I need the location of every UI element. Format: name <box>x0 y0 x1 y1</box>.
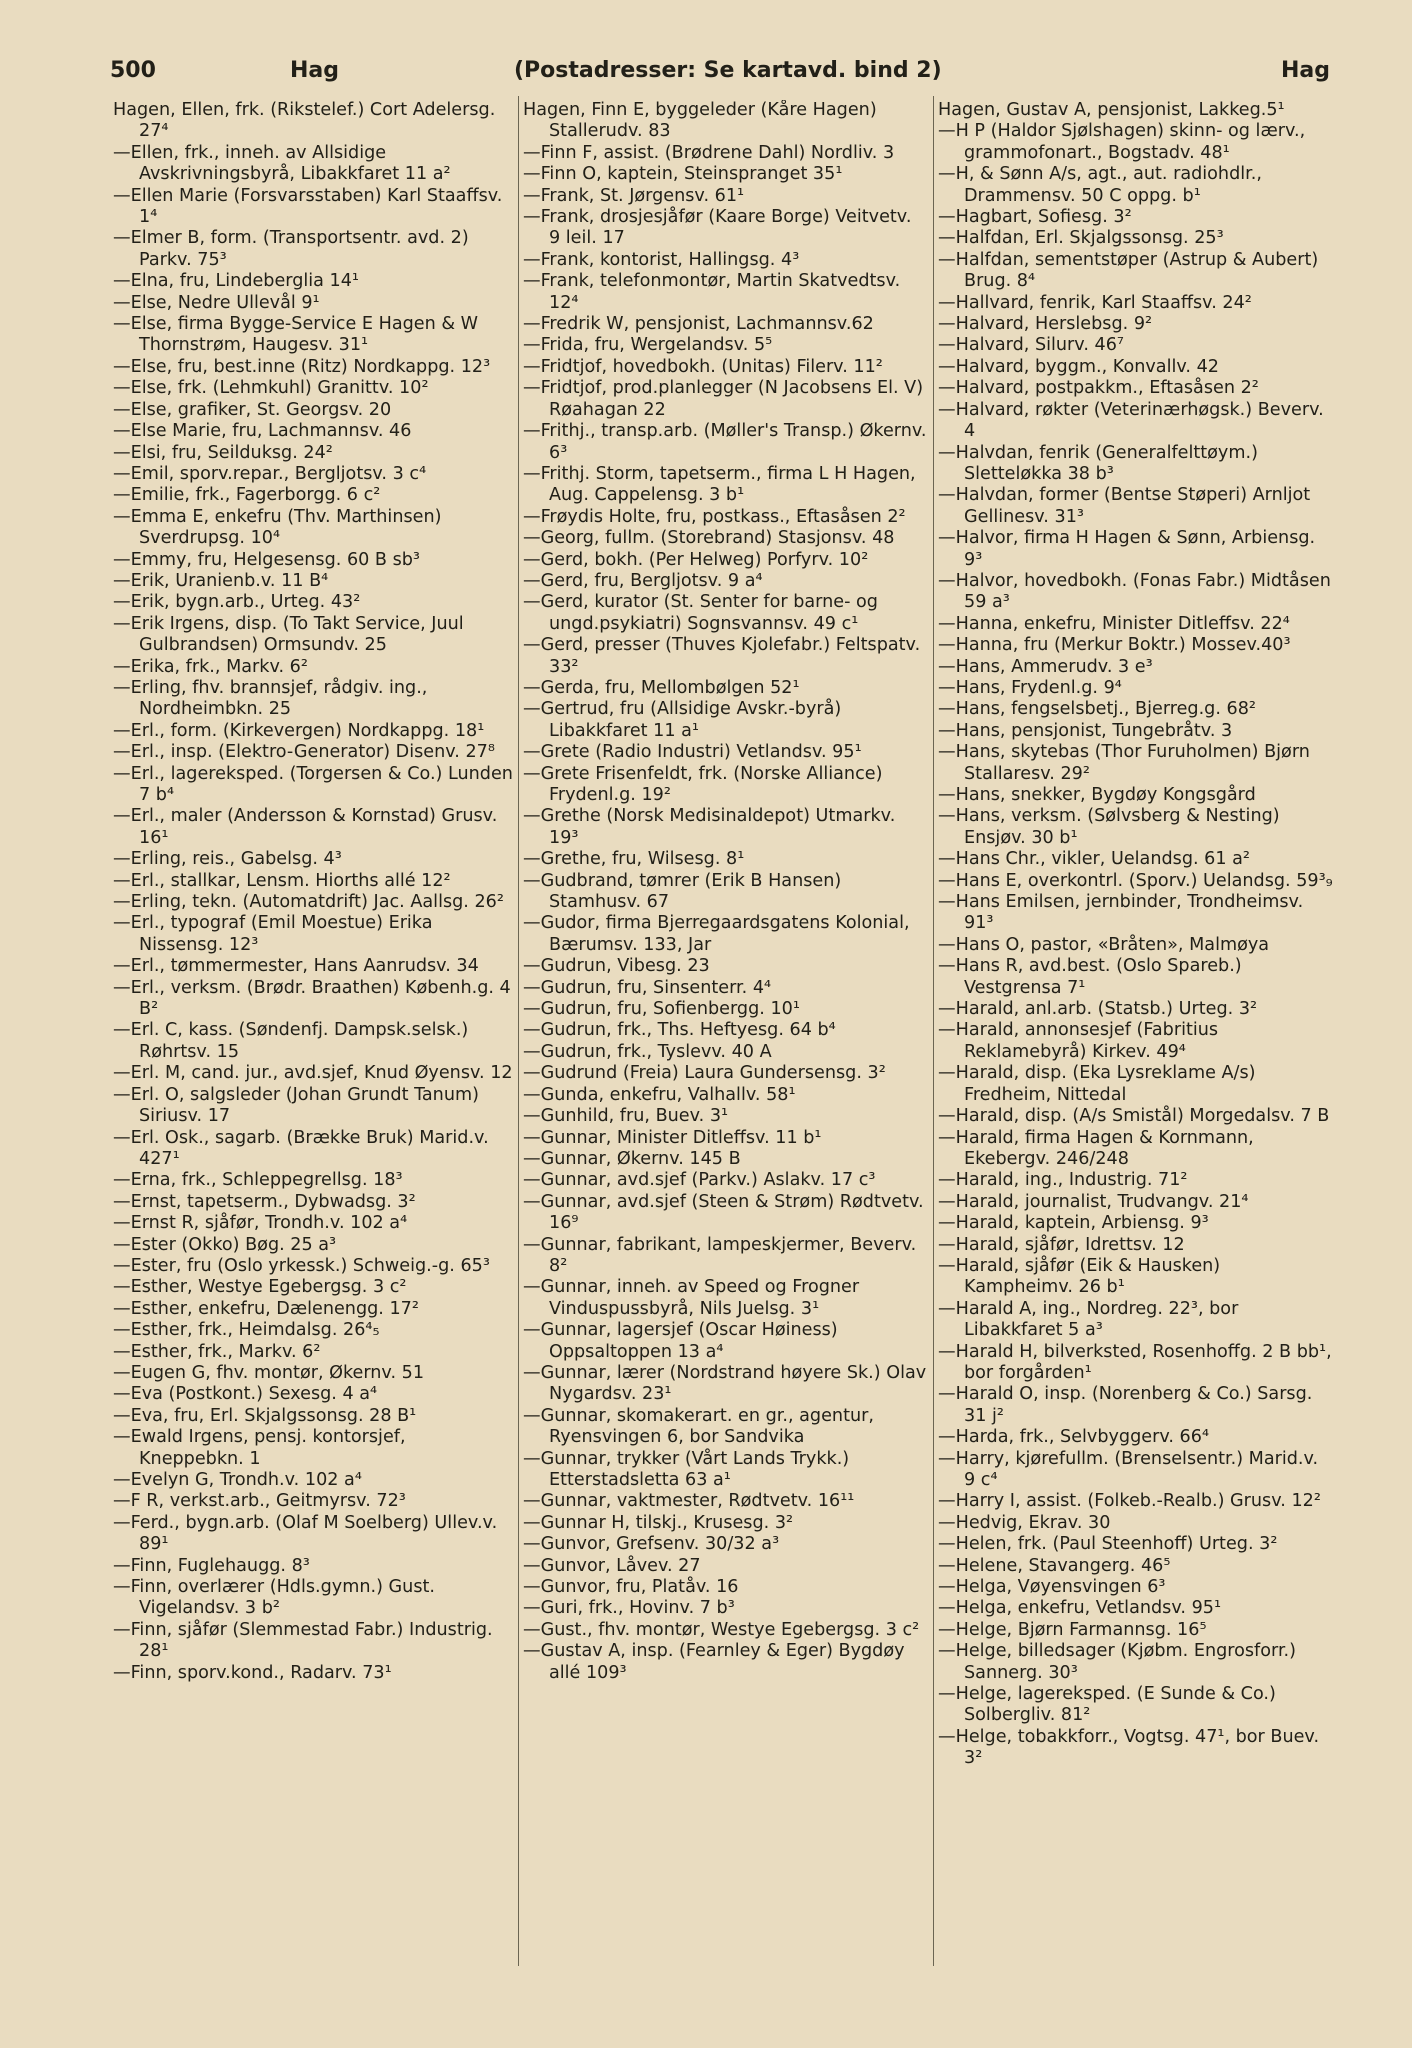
directory-entry: —Ernst R, sjåfør, Trondh.v. 102 a⁴ <box>113 1213 408 1234</box>
directory-entry: —Helen, frk. (Paul Steenhoff) Urteg. 3² <box>938 1534 1278 1555</box>
directory-entry: —Esther, frk., Markv. 6² <box>113 1341 321 1362</box>
directory-entry: —Finn F, assist. (Brødrene Dahl) Nordliv. 3 <box>523 142 895 163</box>
directory-entry: —Gerd, kurator (St. Senter for barne- og ungd.psykiatri) Sognsvannsv. 49 c¹ <box>523 592 878 634</box>
directory-entry: —Ernst, tapetserm., Dybwadsg. 3² <box>113 1191 416 1212</box>
directory-entry: —Gunvor, Låvev. 27 <box>523 1555 701 1576</box>
directory-entry: —Halvard, røkter (Veterinærhøgsk.) Beverv. 4 <box>938 399 1324 442</box>
column-1 <box>113 100 513 2000</box>
directory-entry: —Gerda, fru, Mellombølgen 52¹ <box>523 677 800 698</box>
directory-entry: —Halvdan, former (Bentse Støperi) Arnljot Gellinesv. 31³ <box>938 485 1311 527</box>
directory-entry: —Ellen, frk., inneh. av Allsidige Avskrivningsbyrå, Libakkfaret 11 a² <box>113 142 451 185</box>
directory-entry: —Eugen G, fhv. montør, Økernv. 51 <box>113 1362 425 1383</box>
directory-entry: —Harald A, ing., Nordreg. 22³, bor Libakkfaret 5 a³ <box>938 1298 1239 1341</box>
directory-entry: —Hans O, pastor, «Bråten», Malmøya <box>938 934 1270 955</box>
directory-entry: —Gunnar H, tilskj., Krusesg. 3² <box>523 1512 794 1533</box>
page-header <box>110 58 1330 88</box>
directory-entry: —Harald, annonsesjef (Fabritius Reklamebyrå) Kirkev. 49⁴ <box>938 1020 1219 1062</box>
directory-entry: —Frøydis Holte, fru, postkass., Eftasåsen 2² <box>523 506 906 527</box>
directory-entry: —Erl. C, kass. (Søndenfj. Dampsk.selsk.) Røhrtsv. 15 <box>113 1020 469 1062</box>
directory-entry: —Harry, kjørefullm. (Brenselsentr.) Marid.v. 9 c⁴ <box>938 1448 1319 1490</box>
directory-entry: —Evelyn G, Trondh.v. 102 a⁴ <box>113 1470 362 1490</box>
directory-entry: —Frank, St. Jørgensv. 61¹ <box>523 185 745 206</box>
directory-entry: —Harald, sjåfør, Idrettsv. 12 <box>938 1234 1185 1255</box>
directory-entry: —Fredrik W, pensjonist, Lachmannsv.62 <box>523 314 874 335</box>
directory-entry: —Hans Emilsen, jernbinder, Trondheimsv. 91³ <box>938 892 1304 934</box>
running-head-center: (Postadresser: Se kartavd. bind 2) <box>514 58 942 83</box>
directory-entry: —Gunhild, fru, Buev. 3¹ <box>523 1106 729 1127</box>
directory-entry: —Fridtjof, hovedbokh. (Unitas) Filerv. 11² <box>523 356 883 377</box>
directory-entry: —Helge, lagereksped. (E Sunde & Co.) Solbergliv. 81² <box>938 1684 1276 1726</box>
directory-entry: —Helge, Bjørn Farmannsg. 16⁵ <box>938 1619 1207 1640</box>
directory-entry: —Else Marie, fru, Lachmannsv. 46 <box>113 421 412 442</box>
directory-entry: —Harald H, bilverksted, Rosenhoffg. 2 B bb¹, bor forgården¹ <box>938 1341 1332 1383</box>
directory-entry: —Grethe, fru, Wilsesg. 8¹ <box>523 849 745 870</box>
directory-entry: —Grete Frisenfeldt, frk. (Norske Alliance) Frydenl.g. 19² <box>523 763 883 805</box>
directory-entry: —Halvard, Herslebsg. 9² <box>938 314 1153 335</box>
directory-entry: —Grethe (Norsk Medisinaldepot) Utmarkv. 19³ <box>523 806 896 848</box>
directory-entry: —Gunda, enkefru, Valhallv. 58¹ <box>523 1084 796 1105</box>
directory-entry: —Finn O, kaptein, Steinspranget 35¹ <box>523 164 843 185</box>
running-head-left: Hag <box>290 58 340 83</box>
directory-entry: —Else, frk. (Lehmkuhl) Granittv. 10² <box>113 378 429 399</box>
directory-entry: —Halvdan, fenrik (Generalfelttøym.) Sletteløkka 38 b³ <box>938 442 1258 484</box>
directory-entry: —Halfdan, Erl. Skjalgssonsg. 25³ <box>938 228 1224 249</box>
directory-entry: —Finn, sporv.kond., Radarv. 73¹ <box>113 1662 392 1683</box>
directory-entry: —Guri, frk., Hovinv. 7 b³ <box>523 1598 735 1619</box>
directory-entry: —Erna, frk., Schleppegrellsg. 18³ <box>113 1170 403 1191</box>
directory-entry: —Hans, Ammerudv. 3 e³ <box>938 656 1153 677</box>
directory-entry: —Emilie, frk., Fagerborgg. 6 c² <box>113 485 381 506</box>
directory-entry: —Harald, anl.arb. (Statsb.) Urteg. 3² <box>938 999 1258 1020</box>
directory-entry: —Harald, firma Hagen & Kornmann, Ekebergv. 246/248 <box>938 1127 1254 1169</box>
directory-entry: —Helene, Stavangerg. 46⁵ <box>938 1555 1171 1576</box>
directory-entry: —Erik Irgens, disp. (To Takt Service, Juul Gulbrandsen) Ormsundv. 25 <box>113 613 464 656</box>
directory-entry: —Helge, billedsager (Kjøbm. Engrosforr.) Sannerg. 30³ <box>938 1641 1297 1683</box>
directory-entry: —Ester (Okko) Bøg. 25 a³ <box>113 1234 337 1255</box>
directory-entry: —Harald, disp. (A/s Smistål) Morgedalsv. 7 B <box>938 1106 1330 1127</box>
directory-entry: —Erik, Uranienb.v. 11 B⁴ <box>113 570 329 591</box>
directory-entry: —Georg, fullm. (Storebrand) Stasjonsv. 48 <box>523 528 895 549</box>
directory-entry: —Helga, Vøyensvingen 6³ <box>938 1577 1166 1598</box>
directory-entry: —Emil, sporv.repar., Bergljotsv. 3 c⁴ <box>113 463 427 484</box>
directory-entry: —Hedvig, Ekrav. 30 <box>938 1512 1111 1533</box>
directory-entry: —Erik, bygn.arb., Urteg. 43² <box>113 592 361 613</box>
directory-entry: —Gerd, fru, Bergljotsv. 9 a⁴ <box>523 570 763 591</box>
directory-entry: —Gertrud, fru (Allsidige Avskr.-byrå) Libakkfaret 11 a¹ <box>523 699 842 741</box>
directory-entry: —Elna, fru, Lindeberglia 14¹ <box>113 271 359 292</box>
directory-entry: —Esther, frk., Heimdalsg. 26⁴₅ <box>113 1320 380 1341</box>
directory-entry: —F R, verkst.arb., Geitmyrsv. 72³ <box>113 1491 406 1512</box>
directory-entry: —Gunnar, inneh. av Speed og Frogner Vinduspussbyrå, Nils Juelsg. 3¹ <box>523 1277 860 1319</box>
directory-entry: —Ellen Marie (Forsvarsstaben) Karl Staaffsv. 1⁴ <box>113 185 503 228</box>
directory-entry: —Harald, ing., Industrig. 71² <box>938 1170 1188 1191</box>
directory-entry: —Helga, enkefru, Vetlandsv. 95¹ <box>938 1598 1222 1619</box>
directory-entry: —Halfdan, sementstøper (Astrup & Aubert) Brug. 8⁴ <box>938 249 1319 292</box>
directory-entry: —Ewald Irgens, pensj. kontorsjef, Kneppebkn. 1 <box>113 1427 406 1469</box>
directory-entry: —Hanna, fru (Merkur Boktr.) Mossev.40³ <box>938 635 1291 656</box>
directory-entry: —Erika, frk., Markv. 6² <box>113 656 308 677</box>
directory-entry: —Emma E, enkefru (Thv. Marthinsen) Sverdrupsg. 10⁴ <box>113 506 442 549</box>
directory-entry: —Finn, sjåfør (Slemmestad Fabr.) Industrig. 28¹ <box>113 1619 493 1662</box>
directory-entry: —Gudrun, frk., Tyslevv. 40 A <box>523 1041 772 1062</box>
directory-entry: —Else, grafiker, St. Georgsv. 20 <box>113 399 392 420</box>
directory-entry: —Gunnar, skomakerart. en gr., agentur, Ryensvingen 6, bor Sandvika <box>523 1405 874 1448</box>
directory-entry: —Gudrun, fru, Sinsenterr. 4⁴ <box>523 977 772 998</box>
directory-entry: —Erl., form. (Kirkevergen) Nordkappg. 18¹ <box>113 720 485 741</box>
directory-entry: —Gudrund (Freia) Laura Gundersensg. 3² <box>523 1063 886 1084</box>
directory-entry: —Harald, journalist, Trudvangv. 21⁴ <box>938 1191 1249 1212</box>
directory-entry: —Hanna, enkefru, Minister Ditleffsv. 22⁴ <box>938 613 1290 634</box>
directory-entry: —Ferd., bygn.arb. (Olaf M Soelberg) Ullev.v. 89¹ <box>113 1512 498 1555</box>
page-number: 500 <box>110 58 156 83</box>
directory-entry: —Esther, enkefru, Dælenengg. 17² <box>113 1298 419 1319</box>
directory-entry: —Erl., typograf (Emil Moestue) Erika Nissensg. 12³ <box>113 913 433 955</box>
directory-entry: —Gudrun, frk., Ths. Heftyesg. 64 b⁴ <box>523 1020 836 1041</box>
directory-entry: —Halvor, hovedbokh. (Fonas Fabr.) Midtåsen 59 a³ <box>938 570 1331 613</box>
directory-entry: —Erl., maler (Andersson & Kornstad) Grusv. 16¹ <box>113 806 498 848</box>
column-divider <box>518 96 519 1966</box>
directory-entry: —Gerd, bokh. (Per Helweg) Porfyrv. 10² <box>523 549 869 570</box>
directory-entry: —Frida, fru, Wergelandsv. 5⁵ <box>523 335 773 356</box>
directory-entry: —Frithj. Storm, tapetserm., firma L H Hagen, Aug. Cappelensg. 3 b¹ <box>523 463 916 506</box>
directory-entry: —Harald, disp. (Eka Lysreklame A/s) Fredheim, Nittedal <box>938 1063 1256 1105</box>
directory-entry: —Hans, fengselsbetj., Bjerreg.g. 68² <box>938 699 1256 720</box>
directory-entry: —Gunnar, vaktmester, Rødtvetv. 16¹¹ <box>523 1491 855 1512</box>
directory-entry: —Erl. Osk., sagarb. (Brække Bruk) Marid.v. 427¹ <box>113 1127 489 1169</box>
directory-entry: —Gudrun, fru, Sofienbergg. 10¹ <box>523 999 800 1020</box>
directory-entry: —Hallvard, fenrik, Karl Staaffsv. 24² <box>938 292 1252 313</box>
directory-entry: —Harry I, assist. (Folkeb.-Realb.) Grusv. 12² <box>938 1491 1321 1512</box>
directory-entry: —Gunnar, Minister Ditleffsv. 11 b¹ <box>523 1127 822 1148</box>
directory-entry: —Gunnar, trykker (Vårt Lands Trykk.) Etterstadsletta 63 a¹ <box>523 1448 850 1490</box>
directory-entry: Hagen, Ellen, frk. (Rikstelef.) Cort Adelersg. 27⁴ <box>113 100 496 142</box>
directory-entry: —Gunnar, lærer (Nordstrand høyere Sk.) Olav Nygardsv. 23¹ <box>523 1362 927 1405</box>
directory-entry: —Erling, fhv. brannsjef, rådgiv. ing., Nordheimbkn. 25 <box>113 677 428 720</box>
directory-entry: —Harda, frk., Selvbyggerv. 66⁴ <box>938 1427 1209 1448</box>
directory-entry: —Erling, tekn. (Automatdrift) Jac. Aallsg. 26² <box>113 892 504 913</box>
directory-entry: —Erl. O, salgsleder (Johan Grundt Tanum) Siriusv. 17 <box>113 1084 479 1127</box>
directory-entry: —Hans E, overkontrl. (Sporv.) Uelandsg. 59³₉ <box>938 870 1333 891</box>
directory-entry: —Gunnar, avd.sjef (Steen & Strøm) Rødtvetv. 16⁹ <box>523 1191 924 1234</box>
directory-entry: —Erl. M, cand. jur., avd.sjef, Knud Øyensv. 12 <box>113 1063 513 1084</box>
directory-entry: —Gunnar, avd.sjef (Parkv.) Aslakv. 17 c³ <box>523 1170 876 1191</box>
directory-entry: —Finn, overlærer (Hdls.gymn.) Gust. Vigelandsv. 3 b² <box>113 1577 435 1619</box>
directory-entry: —Erl., verksm. (Brødr. Braathen) Københ.g. 4 B² <box>113 977 511 1020</box>
directory-entry: —Hans, verksm. (Sølvsberg & Nesting) Ensjøv. 30 b¹ <box>938 806 1280 848</box>
directory-entry: —Gudor, firma Bjerregaardsgatens Kolonial, Bærumsv. 133, Jar <box>523 913 910 955</box>
directory-entry: —Grete (Radio Industri) Vetlandsv. 95¹ <box>523 742 862 763</box>
directory-entry: —Halvard, byggm., Konvallv. 42 <box>938 356 1219 377</box>
column-3 <box>938 100 1333 2000</box>
directory-entry: —Else, firma Bygge-Service E Hagen & W Thornstrøm, Haugesv. 31¹ <box>113 314 479 356</box>
directory-entry: —Gerd, presser (Thuves Kjolefabr.) Feltspatv. 33² <box>523 635 921 677</box>
directory-entry: —Eva (Postkont.) Sexesg. 4 a⁴ <box>113 1384 378 1405</box>
directory-entry: —Gudrun, Vibesg. 23 <box>523 956 710 977</box>
directory-entry: —Hans Chr., vikler, Uelandsg. 61 a² <box>938 849 1250 870</box>
directory-entry: —Gunvor, Grefsenv. 30/32 a³ <box>523 1534 780 1555</box>
directory-entry: —Finn, Fuglehaugg. 8³ <box>113 1555 310 1576</box>
directory-entry: —Erl., tømmermester, Hans Aanrudsv. 34 <box>113 956 479 977</box>
directory-entry: —Frank, drosjesjåfør (Kaare Borge) Veitvetv. 9 leil. 17 <box>523 207 912 249</box>
directory-entry: —Fridtjof, prod.planlegger (N Jacobsens El. V) Røahagan 22 <box>523 378 924 420</box>
directory-entry: —Else, Nedre Ullevål 9¹ <box>113 292 320 313</box>
directory-entry: —Gunnar, fabrikant, lampeskjermer, Beverv. 8² <box>523 1234 917 1276</box>
directory-entry: —Gunnar, lagersjef (Oscar Høiness) Oppsaltoppen 13 a⁴ <box>523 1320 838 1362</box>
directory-entry: —Elsi, fru, Seilduksg. 24² <box>113 442 333 463</box>
directory-entry: —Emmy, fru, Helgesensg. 60 B sb³ <box>113 549 420 570</box>
directory-entry: —H P (Haldor Sjølshagen) skinn- og lærv., grammofonart., Bogstadv. 48¹ <box>938 121 1306 163</box>
directory-entry: —Harald O, insp. (Norenberg & Co.) Sarsg. 31 j² <box>938 1384 1313 1426</box>
directory-entry: —Harald, sjåfør (Eik & Hausken) Kampheimv. 26 b¹ <box>938 1255 1221 1298</box>
directory-entry: —Halvard, Silurv. 46⁷ <box>938 335 1124 356</box>
directory-entry: —Hans, pensjonist, Tungebråtv. 3 <box>938 720 1233 741</box>
directory-entry: —Hans, Frydenl.g. 9⁴ <box>938 677 1122 698</box>
directory-entry: —Gunnar, Økernv. 145 B <box>523 1148 741 1169</box>
directory-entry: Hagen, Gustav A, pensjonist, Lakkeg.5¹ <box>938 100 1285 120</box>
directory-entry: —Helge, tobakkforr., Vogtsg. 47¹, bor Buev. 3² <box>938 1726 1320 1769</box>
directory-entry: —Erl., lagereksped. (Torgersen & Co.) Lunden 7 b⁴ <box>113 763 513 805</box>
directory-entry: —Gunvor, fru, Platåv. 16 <box>523 1577 739 1598</box>
running-head-right: Hag <box>1280 58 1330 83</box>
directory-entry: —Hans, snekker, Bygdøy Kongsgård <box>938 785 1256 805</box>
directory-entry: —Gust., fhv. montør, Westye Egebergsg. 3 c² <box>523 1619 920 1640</box>
column-2 <box>523 100 928 2000</box>
directory-entry: —Gudbrand, tømrer (Erik B Hansen) Stamhusv. 67 <box>523 870 842 913</box>
directory-entry: Hagen, Finn E, byggeleder (Kåre Hagen) Stallerudv. 83 <box>523 100 877 142</box>
directory-entry: —Halvor, firma H Hagen & Sønn, Arbiensg. 9³ <box>938 528 1316 570</box>
directory-entry: —Frithj., transp.arb. (Møller's Transp.) Økernv. 6³ <box>523 421 927 463</box>
directory-entry: —Esther, Westye Egebergsg. 3 c² <box>113 1277 407 1298</box>
directory-entry: —Halvard, postpakkm., Eftasåsen 2² <box>938 378 1259 399</box>
directory-entry: —Hagbart, Sofiesg. 3² <box>938 207 1132 228</box>
directory-entry: —Eva, fru, Erl. Skjalgssonsg. 28 B¹ <box>113 1405 417 1426</box>
directory-entry: —Elmer B, form. (Transportsentr. avd. 2) Parkv. 75³ <box>113 228 469 270</box>
directory-entry: —Erl., stallkar, Lensm. Hiorths allé 12² <box>113 870 451 891</box>
directory-entry: —Hans, skytebas (Thor Furuholmen) Bjørn Stallaresv. 29² <box>938 742 1310 784</box>
directory-entry: —Else, fru, best.inne (Ritz) Nordkappg. 12³ <box>113 356 491 377</box>
directory-entry: —Erling, reis., Gabelsg. 4³ <box>113 849 342 870</box>
directory-entry: —H, & Sønn A/s, agt., aut. radiohdlr., Drammensv. 50 C oppg. b¹ <box>938 164 1262 206</box>
directory-entry: —Gustav A, insp. (Fearnley & Eger) Bygdøy allé 109³ <box>523 1641 905 1683</box>
directory-entry: —Frank, kontorist, Hallingsg. 4³ <box>523 249 800 270</box>
directory-entry: —Ester, fru (Oslo yrkessk.) Schweig.-g. 65³ <box>113 1255 490 1276</box>
column-divider <box>933 96 934 1966</box>
directory-entry: —Harald, kaptein, Arbiensg. 9³ <box>938 1213 1209 1234</box>
directory-entry: —Erl., insp. (Elektro-Generator) Disenv. 27⁸ <box>113 742 495 763</box>
directory-entry: —Frank, telefonmontør, Martin Skatvedtsv. 12⁴ <box>523 271 901 313</box>
directory-entry: —Hans R, avd.best. (Oslo Spareb.) Vestgrensa 7¹ <box>938 956 1242 998</box>
